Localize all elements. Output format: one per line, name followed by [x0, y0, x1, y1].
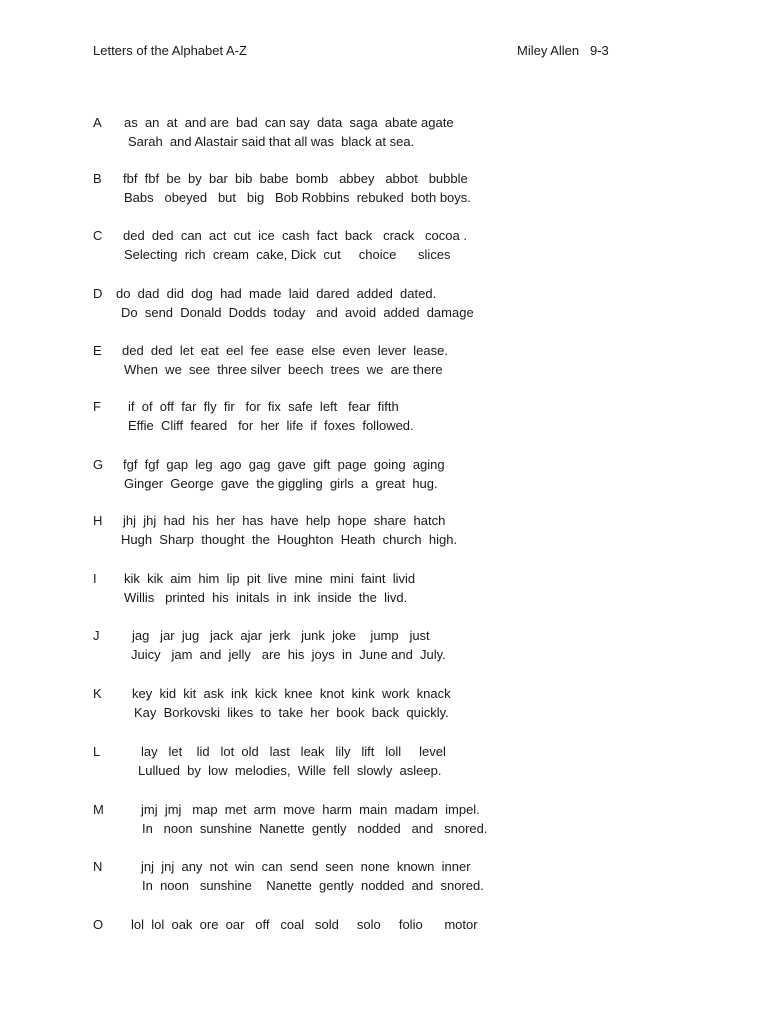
entry-letter: E: [93, 343, 102, 358]
drill-line: fbf fbf be by bar bib babe bomb abbey abbot bubble: [123, 171, 468, 186]
entry-letter: N: [93, 859, 103, 874]
entry-letter: J: [93, 628, 100, 643]
sentence-line: Babs obeyed but big Bob Robbins rebuked both boys.: [124, 190, 471, 205]
sentence-line: Sarah and Alastair said that all was black at sea.: [128, 134, 415, 149]
drill-line: do dad did dog had made laid dared added dated.: [116, 286, 437, 301]
sentence-line: Kay Borkovski likes to take her book back quickly.: [134, 705, 449, 720]
sentence-line: Willis printed his initals in ink inside the livd.: [124, 590, 408, 605]
drill-line: jnj jnj any not win can send seen none known inner: [141, 859, 471, 874]
drill-line: kik kik aim him lip pit live mine mini faint livid: [124, 571, 416, 586]
drill-line: jag jar jug jack ajar jerk junk joke jump just: [132, 628, 430, 643]
sentence-line: Lullued by low melodies, Wille fell slowly asleep.: [138, 763, 442, 778]
entry-letter: D: [93, 286, 103, 301]
sentence-line: When we see three silver beech trees we are there: [124, 362, 443, 377]
entry-letter: O: [93, 917, 104, 932]
entry-letter: B: [93, 171, 102, 186]
drill-line: fgf fgf gap leg ago gag gave gift page going aging: [123, 457, 445, 472]
drill-line: ded ded can act cut ice cash fact back crack cocoa .: [123, 228, 467, 243]
drill-line: key kid kit ask ink kick knee knot kink work knack: [132, 686, 451, 701]
sentence-line: Selecting rich cream cake, Dick cut choice slices: [124, 247, 451, 262]
entry-letter: A: [93, 115, 102, 130]
sentence-line: Hugh Sharp thought the Houghton Heath church high.: [121, 532, 458, 547]
drill-line: ded ded let eat eel fee ease else even lever lease.: [122, 343, 448, 358]
drill-line: as an at and are bad can say data saga abate agate: [124, 115, 454, 130]
sentence-line: In noon sunshine Nanette gently nodded and snored.: [142, 878, 484, 893]
entry-letter: K: [93, 686, 102, 701]
drill-line: jhj jhj had his her has have help hope share hatch: [123, 513, 446, 528]
entry-letter: C: [93, 228, 103, 243]
document-title: Letters of the Alphabet A-Z: [93, 43, 247, 58]
sentence-line: Ginger George gave the giggling girls a great hug.: [124, 476, 438, 491]
entry-letter: L: [93, 744, 101, 759]
drill-line: if of off far fly fir for fix safe left fear fifth: [128, 399, 399, 414]
entry-letter: M: [93, 802, 104, 817]
sentence-line: In noon sunshine Nanette gently nodded and snored.: [142, 821, 488, 836]
sentence-line: Juicy jam and jelly are his joys in June and July.: [131, 647, 446, 662]
drill-line: lol lol oak ore oar off coal sold solo folio motor: [131, 917, 478, 932]
drill-line: jmj jmj map met arm move harm main madam impel.: [141, 802, 480, 817]
sentence-line: Effie Cliff feared for her life if foxes followed.: [128, 418, 414, 433]
sentence-line: Do send Donald Dodds today and avoid added damage: [121, 305, 474, 320]
entry-letter: G: [93, 457, 104, 472]
author-label: Miley Allen 9-3: [517, 43, 609, 58]
entry-letter: I: [93, 571, 97, 586]
drill-line: lay let lid lot old last leak lily lift loll level: [141, 744, 446, 759]
entry-letter: F: [93, 399, 101, 414]
entry-letter: H: [93, 513, 103, 528]
